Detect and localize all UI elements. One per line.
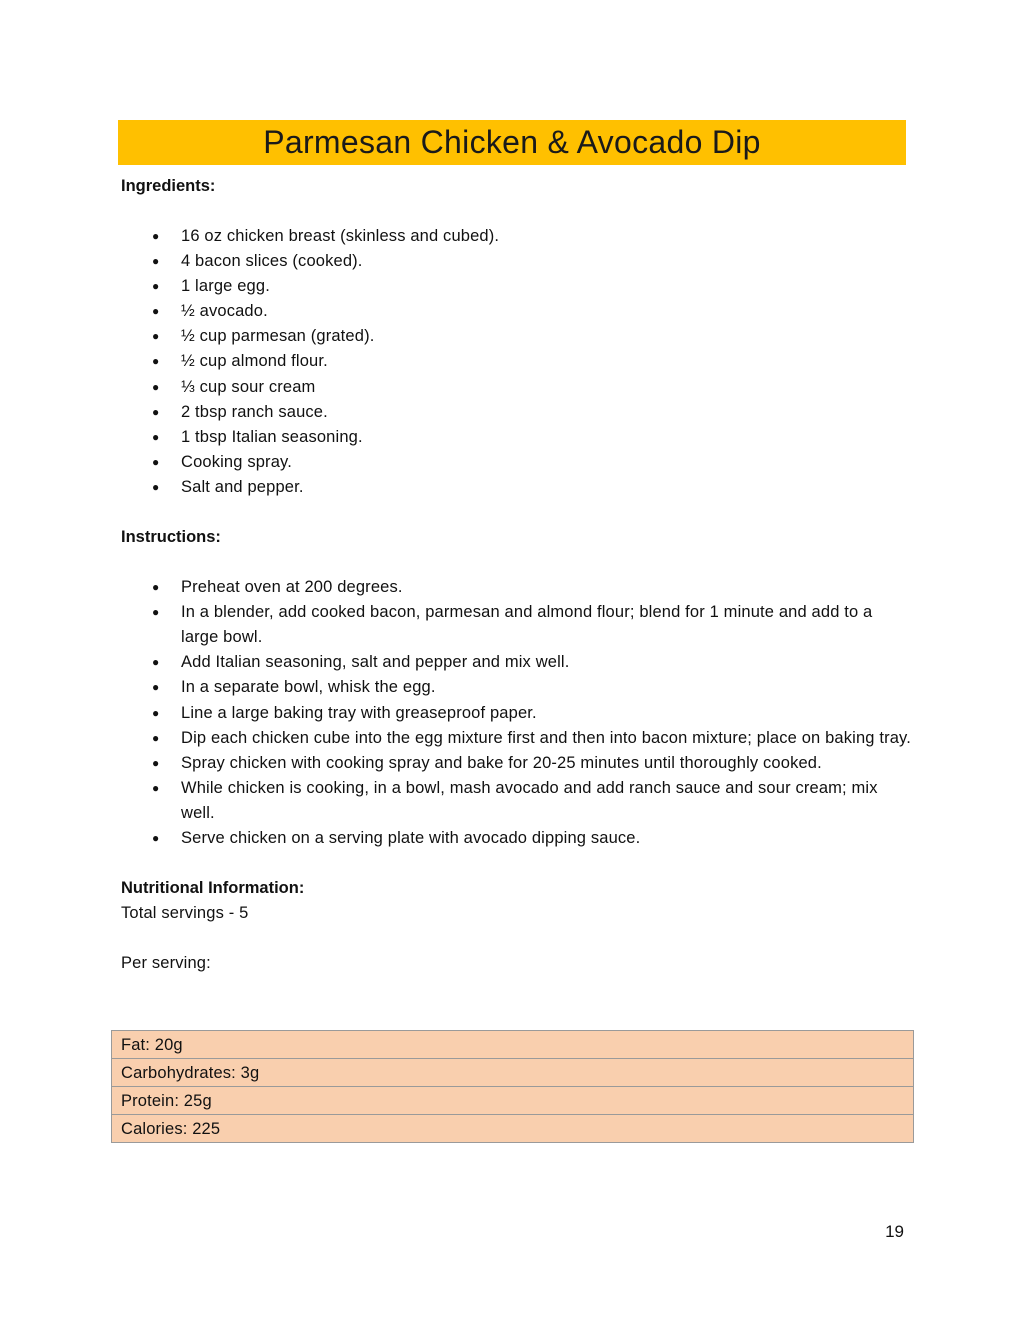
instruction-item: ● Preheat oven at 200 degrees. — [121, 575, 911, 600]
nutrition-calories: Calories: 225 — [112, 1115, 914, 1143]
title-banner — [118, 120, 906, 165]
ingredient-item: ● 16 oz chicken breast (skinless and cubed). — [121, 224, 911, 249]
ingredient-item: ● 4 bacon slices (cooked). — [121, 249, 911, 274]
instruction-item: ● Serve chicken on a serving plate with avocado dipping sauce. — [121, 826, 911, 851]
ingredient-item: ● ½ avocado. — [121, 299, 911, 324]
table-row — [112, 1115, 914, 1143]
nutrition-heading: Nutritional Information: — [121, 879, 305, 898]
table-row — [112, 1059, 914, 1087]
ingredient-item: ● ⅓ cup sour cream — [121, 375, 911, 400]
page-number: 19 — [885, 1222, 904, 1241]
instruction-item: ● While chicken is cooking, in a bowl, mash avocado and add ranch sauce and sour cream; mix well. — [121, 776, 911, 826]
table-row — [112, 1087, 914, 1115]
ingredient-item: ● ½ cup parmesan (grated). — [121, 324, 911, 349]
instruction-item: ● Line a large baking tray with greaseproof paper. — [121, 701, 911, 726]
ingredients-list — [121, 224, 911, 500]
nutrition-fat: Fat: 20g — [112, 1031, 914, 1059]
ingredient-item: ● Cooking spray. — [121, 450, 911, 475]
table-row — [112, 1031, 914, 1059]
recipe-content — [121, 174, 911, 976]
instructions-heading: Instructions: — [121, 528, 221, 547]
ingredients-heading: Ingredients: — [121, 177, 216, 195]
ingredient-item: ● Salt and pepper. — [121, 475, 911, 500]
instruction-item: ● In a blender, add cooked bacon, parmesan and almond flour; blend for 1 minute and add to a large bowl. — [121, 600, 911, 650]
instruction-item: ● Add Italian seasoning, salt and pepper and mix well. — [121, 650, 911, 675]
nutrition-carbohydrates: Carbohydrates: 3g — [112, 1059, 914, 1087]
total-servings: Total servings - 5 — [121, 904, 249, 923]
instructions-list — [121, 575, 911, 851]
instruction-item: ● Dip each chicken cube into the egg mixture first and then into bacon mixture; place on baking tray. — [121, 726, 911, 751]
instruction-item: ● In a separate bowl, whisk the egg. — [121, 675, 911, 700]
page-title: Parmesan Chicken & Avocado Dip — [263, 124, 761, 160]
ingredient-item: ● 1 large egg. — [121, 274, 911, 299]
instruction-item: ● Spray chicken with cooking spray and bake for 20-25 minutes until thoroughly cooked. — [121, 751, 911, 776]
nutrition-protein: Protein: 25g — [112, 1087, 914, 1115]
ingredient-item: ● 1 tbsp Italian seasoning. — [121, 425, 911, 450]
ingredient-item: ● 2 tbsp ranch sauce. — [121, 400, 911, 425]
ingredient-item: ● ½ cup almond flour. — [121, 349, 911, 374]
nutrition-table — [111, 1030, 914, 1143]
per-serving-label: Per serving: — [121, 954, 211, 973]
